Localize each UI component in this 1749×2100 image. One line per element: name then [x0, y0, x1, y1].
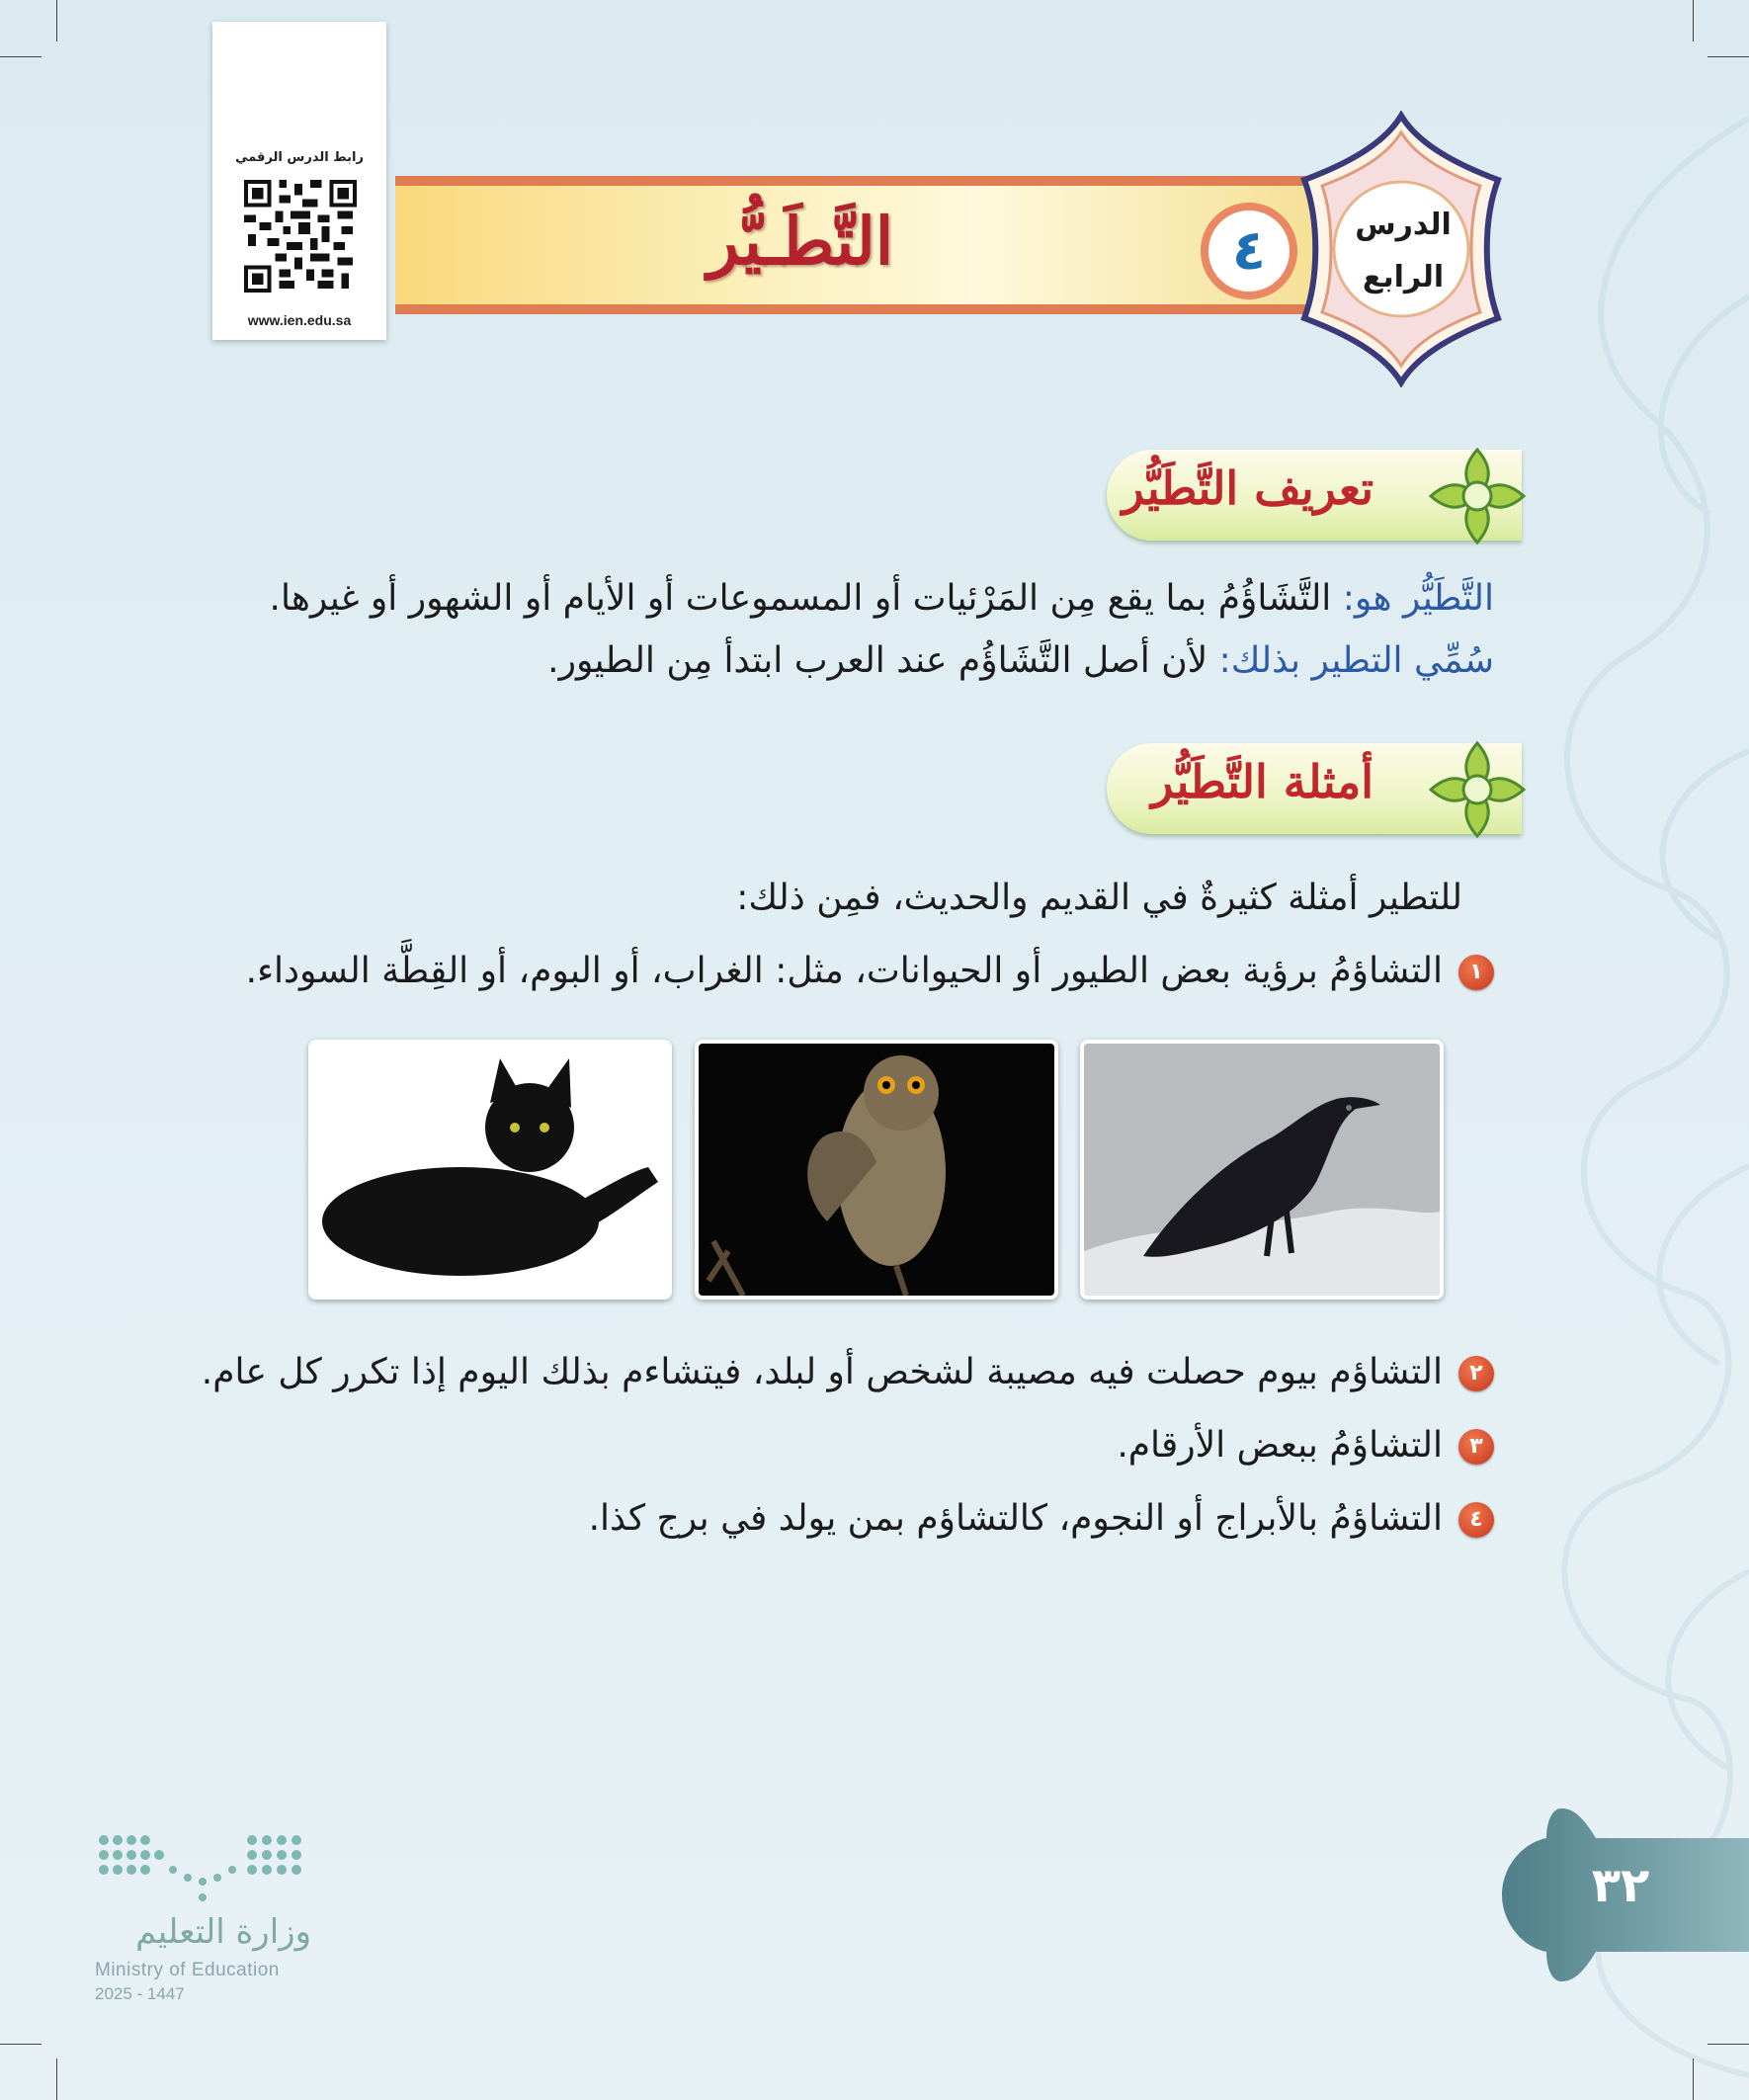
definition-term: التَّطَيُّر هو:: [1342, 578, 1494, 619]
leaf-ornament-icon: [1423, 442, 1532, 550]
crop-mark: [56, 2058, 57, 2100]
section-heading-text: تعريف التَّطَيُّر: [1122, 462, 1374, 515]
crop-mark: [1707, 56, 1749, 57]
photo-owl: [695, 1040, 1058, 1300]
list-item: [202, 1352, 1494, 1392]
lesson-title: التَّطَـيُّر: [707, 203, 894, 280]
section-heading-examples: [1107, 743, 1522, 834]
page-number: ٣٢: [1591, 1858, 1650, 1913]
crop-mark: [0, 56, 42, 57]
item-text: التشاؤمُ بالأبراج أو النجوم، كالتشاؤم بمن يولد في برج كذا.: [588, 1498, 1443, 1539]
edition-year: 2025 - 1447: [95, 1984, 185, 2003]
qr-url[interactable]: www.ien.edu.sa: [247, 312, 352, 328]
ministry-logo-icon: [94, 1820, 311, 1909]
owl-image: [699, 1044, 1054, 1296]
item-text: التشاؤمُ برؤية بعض الطيور أو الحيوانات، مثل: الغراب، أو البوم، أو القِطَّة السوداء.: [245, 951, 1443, 991]
reason-paragraph: [547, 640, 1494, 681]
black-cat-image: [312, 1044, 668, 1296]
reason-term: سُمِّي التطير بذلك:: [1218, 640, 1494, 681]
crop-mark: [1693, 0, 1694, 42]
photo-crow: [1080, 1040, 1444, 1300]
leaf-ornament-icon: [1423, 735, 1532, 844]
qr-code-icon[interactable]: [244, 180, 357, 293]
crow-image: [1084, 1044, 1440, 1296]
item-number-badge: ٢: [1458, 1356, 1494, 1391]
ministry-name-arabic: وزارة التعليم: [135, 1912, 311, 1952]
item-text: التشاؤمُ ببعض الأرقام.: [1117, 1425, 1443, 1466]
badge-label-line1: الدرس: [1355, 208, 1452, 242]
ministry-name-english: Ministry of Education: [95, 1960, 280, 1980]
crop-mark: [1707, 2044, 1749, 2045]
item-number-badge: ١: [1458, 955, 1494, 990]
lesson-badge-icon: [1291, 111, 1512, 387]
list-item: [246, 951, 1494, 991]
section-heading-text: أمثلة التَّطَيُّر: [1151, 755, 1374, 808]
qr-card[interactable]: [212, 22, 386, 340]
item-number-badge: ٤: [1458, 1502, 1494, 1538]
badge-label-line2: الرابع: [1362, 260, 1445, 294]
definition-text: التَّشَاؤُمُ بما يقع مِن المَرْئيات أو المسموعات أو الأيام أو الشهور أو غيرها.: [269, 578, 1343, 619]
section-heading-definition: [1107, 450, 1522, 541]
list-item: [589, 1498, 1494, 1539]
photo-black-cat: [308, 1040, 672, 1300]
crop-mark: [1693, 2058, 1694, 2100]
examples-intro: للتطير أمثلة كثيرةٌ في القديم والحديث، فمِن ذلك:: [736, 878, 1462, 918]
definition-paragraph: [270, 578, 1495, 619]
reason-text: لأن أصل التَّشَاؤُم عند العرب ابتدأ مِن الطيور.: [547, 640, 1219, 681]
lesson-number-circle: ٤: [1201, 203, 1297, 299]
qr-label: رابط الدرس الرقمي: [235, 150, 364, 165]
crop-mark: [56, 0, 57, 42]
item-number-badge: ٣: [1458, 1429, 1494, 1465]
item-text: التشاؤم بيوم حصلت فيه مصيبة لشخص أو لبلد، فيتشاءم بذلك اليوم إذا تكرر كل عام.: [201, 1352, 1443, 1392]
list-item: [1117, 1425, 1494, 1466]
crop-mark: [0, 2044, 42, 2045]
